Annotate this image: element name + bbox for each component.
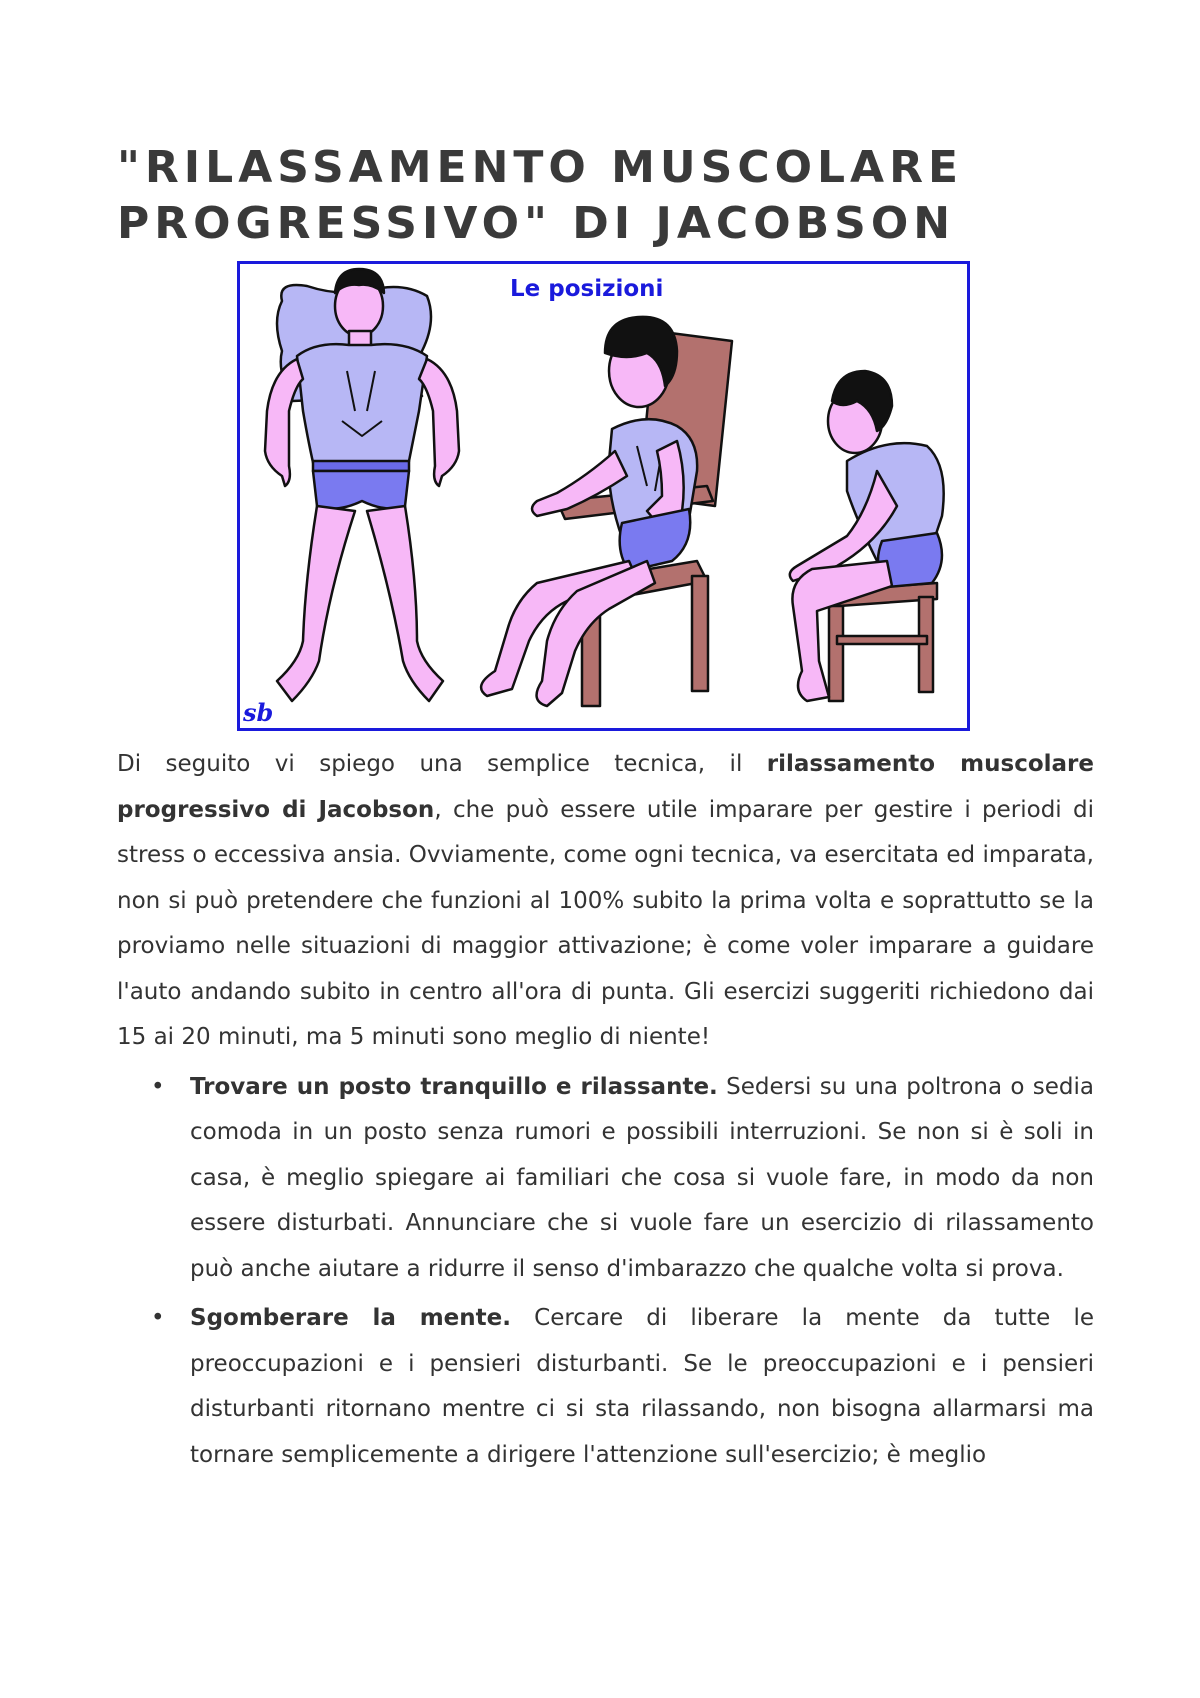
artist-signature: sb [243,698,274,727]
document-title [117,140,1094,252]
bullet-icon: • [151,1305,165,1331]
step-heading: Sgomberare la mente. [190,1305,511,1331]
step-text: Sedersi su una poltrona o sedia comoda in un posto senza rumori e possibili interruzioni. Se non si è soli in casa, è meglio spiegare ai familiari che cosa si vuole fare, in modo da non essere disturbati. Annunciare che si vuole fare un esercizio di rilassamento può anche aiutare a ridurre il senso d'imbarazzo che qualche volta si prova. [190,1073,1094,1282]
step-text: Cercare di liberare la mente da tutte le preoccupazioni e i pensieri disturbanti. Se le preoccupazioni e i pensieri disturbanti ritornano mentre ci si sta rilassando, non bisogna allarmarsi ma tornare semplicemente a dirigere l'attenzione sull'esercizio; è meglio [190,1305,1094,1468]
positions-illustration [237,261,970,731]
intro-paragraph [117,742,1094,1061]
intro-text-start: Di seguito vi spiego una semplice tecnica, il [117,751,767,777]
intro-technique-name: rilassamento muscolare progressivo di Jacobson [117,751,1094,823]
list-item [117,1065,1094,1293]
step-heading: Trovare un posto tranquillo e rilassante. [190,1073,718,1100]
title-line-2: PROGRESSIVO" DI JACOBSON [117,198,956,249]
bullet-icon: • [151,1073,165,1100]
list-item [117,1296,1094,1478]
article-body [117,742,1094,1482]
intro-text-rest: , che può essere utile imparare per gestire i periodi di stress o eccessiva ansia. Ovviamente, come ogni tecnica, va esercitata ed imparata, non si può pretendere che funzioni al 100% subito la prima volta e soprattutto se la proviamo nelle situazioni di maggior attivazione; è come voler imparare a guidare l'auto andando subito in centro all'ora di punta. Gli esercizi suggeriti richiedono dai 15 ai 20 minuti, ma 5 minuti sono meglio di niente! [117,796,1095,1050]
steps-list [117,1065,1094,1479]
title-line-1: "RILASSAMENTO MUSCOLARE [117,142,964,193]
illustration-caption: Le posizioni [510,276,664,302]
